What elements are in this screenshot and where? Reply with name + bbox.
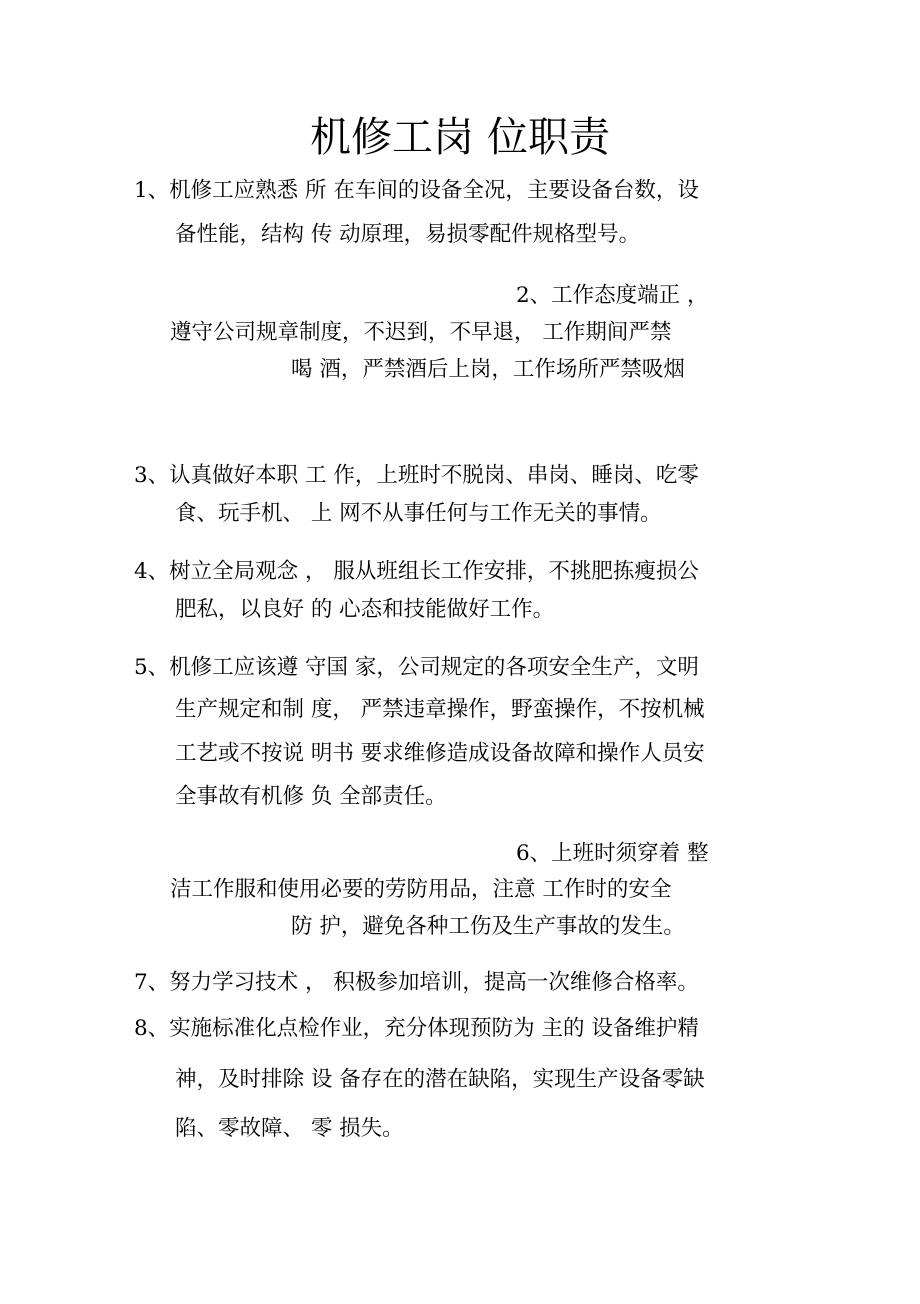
- duty-item-line: 6、上班时须穿着 整: [516, 841, 709, 866]
- duty-item-line: 2、工作态度端正 ，: [516, 283, 709, 308]
- duty-item-line: 喝 酒，严禁酒后上岗，工作场所严禁吸烟: [291, 357, 685, 382]
- duty-item-line: 5、机修工应该遵 守国 家，公司规定的各项安全生产，文明: [134, 655, 699, 680]
- duty-item-line: 工艺或不按说 明书 要求维修造成设备故障和操作人员安: [175, 741, 705, 766]
- duty-item-line: 全事故有机修 负 全部责任。: [175, 784, 447, 809]
- duty-item-line: 3、认真做好本职 工 作，上班时不脱岗、串岗、睡岗、吃零: [134, 463, 699, 488]
- duty-item-line: 4、树立全局观念 ， 服从班组长工作安排，不挑肥拣瘦损公: [134, 559, 699, 584]
- duty-item-line: 8、实施标准化点检作业，充分体现预防为 主的 设备维护精: [134, 1016, 699, 1041]
- duty-item-line: 陷、零故障、 零 损失。: [175, 1116, 404, 1141]
- duty-item-line: 神，及时排除 设 备存在的潜在缺陷，实现生产设备零缺: [175, 1067, 705, 1092]
- duty-item-line: 备性能，结构 传 动原理，易损零配件规格型号。: [175, 222, 641, 247]
- duty-item-line: 防 护，避免各种工伤及生产事故的发生。: [291, 914, 685, 939]
- page-title: 机修工岗 位职责: [309, 113, 611, 161]
- duty-item-line: 洁工作服和使用必要的劳防用品，注意 工作时的安全: [170, 877, 672, 902]
- duty-item-line: 生产规定和制 度， 严禁违章操作，野蛮操作，不按机械: [175, 697, 705, 722]
- duty-item-line: 1、机修工应熟悉 所 在车间的设备全况，主要设备台数，设: [134, 178, 699, 203]
- duty-item-line: 食、玩手机、 上 网不从事任何与工作无关的事情。: [175, 501, 662, 526]
- duty-item-line: 7、努力学习技术 ， 积极参加培训，提高一次维修合格率。: [134, 970, 699, 995]
- duty-item-line: 遵守公司规章制度，不迟到，不早退， 工作期间严禁: [170, 320, 672, 345]
- duty-item-line: 肥私，以良好 的 心态和技能做好工作。: [175, 597, 555, 622]
